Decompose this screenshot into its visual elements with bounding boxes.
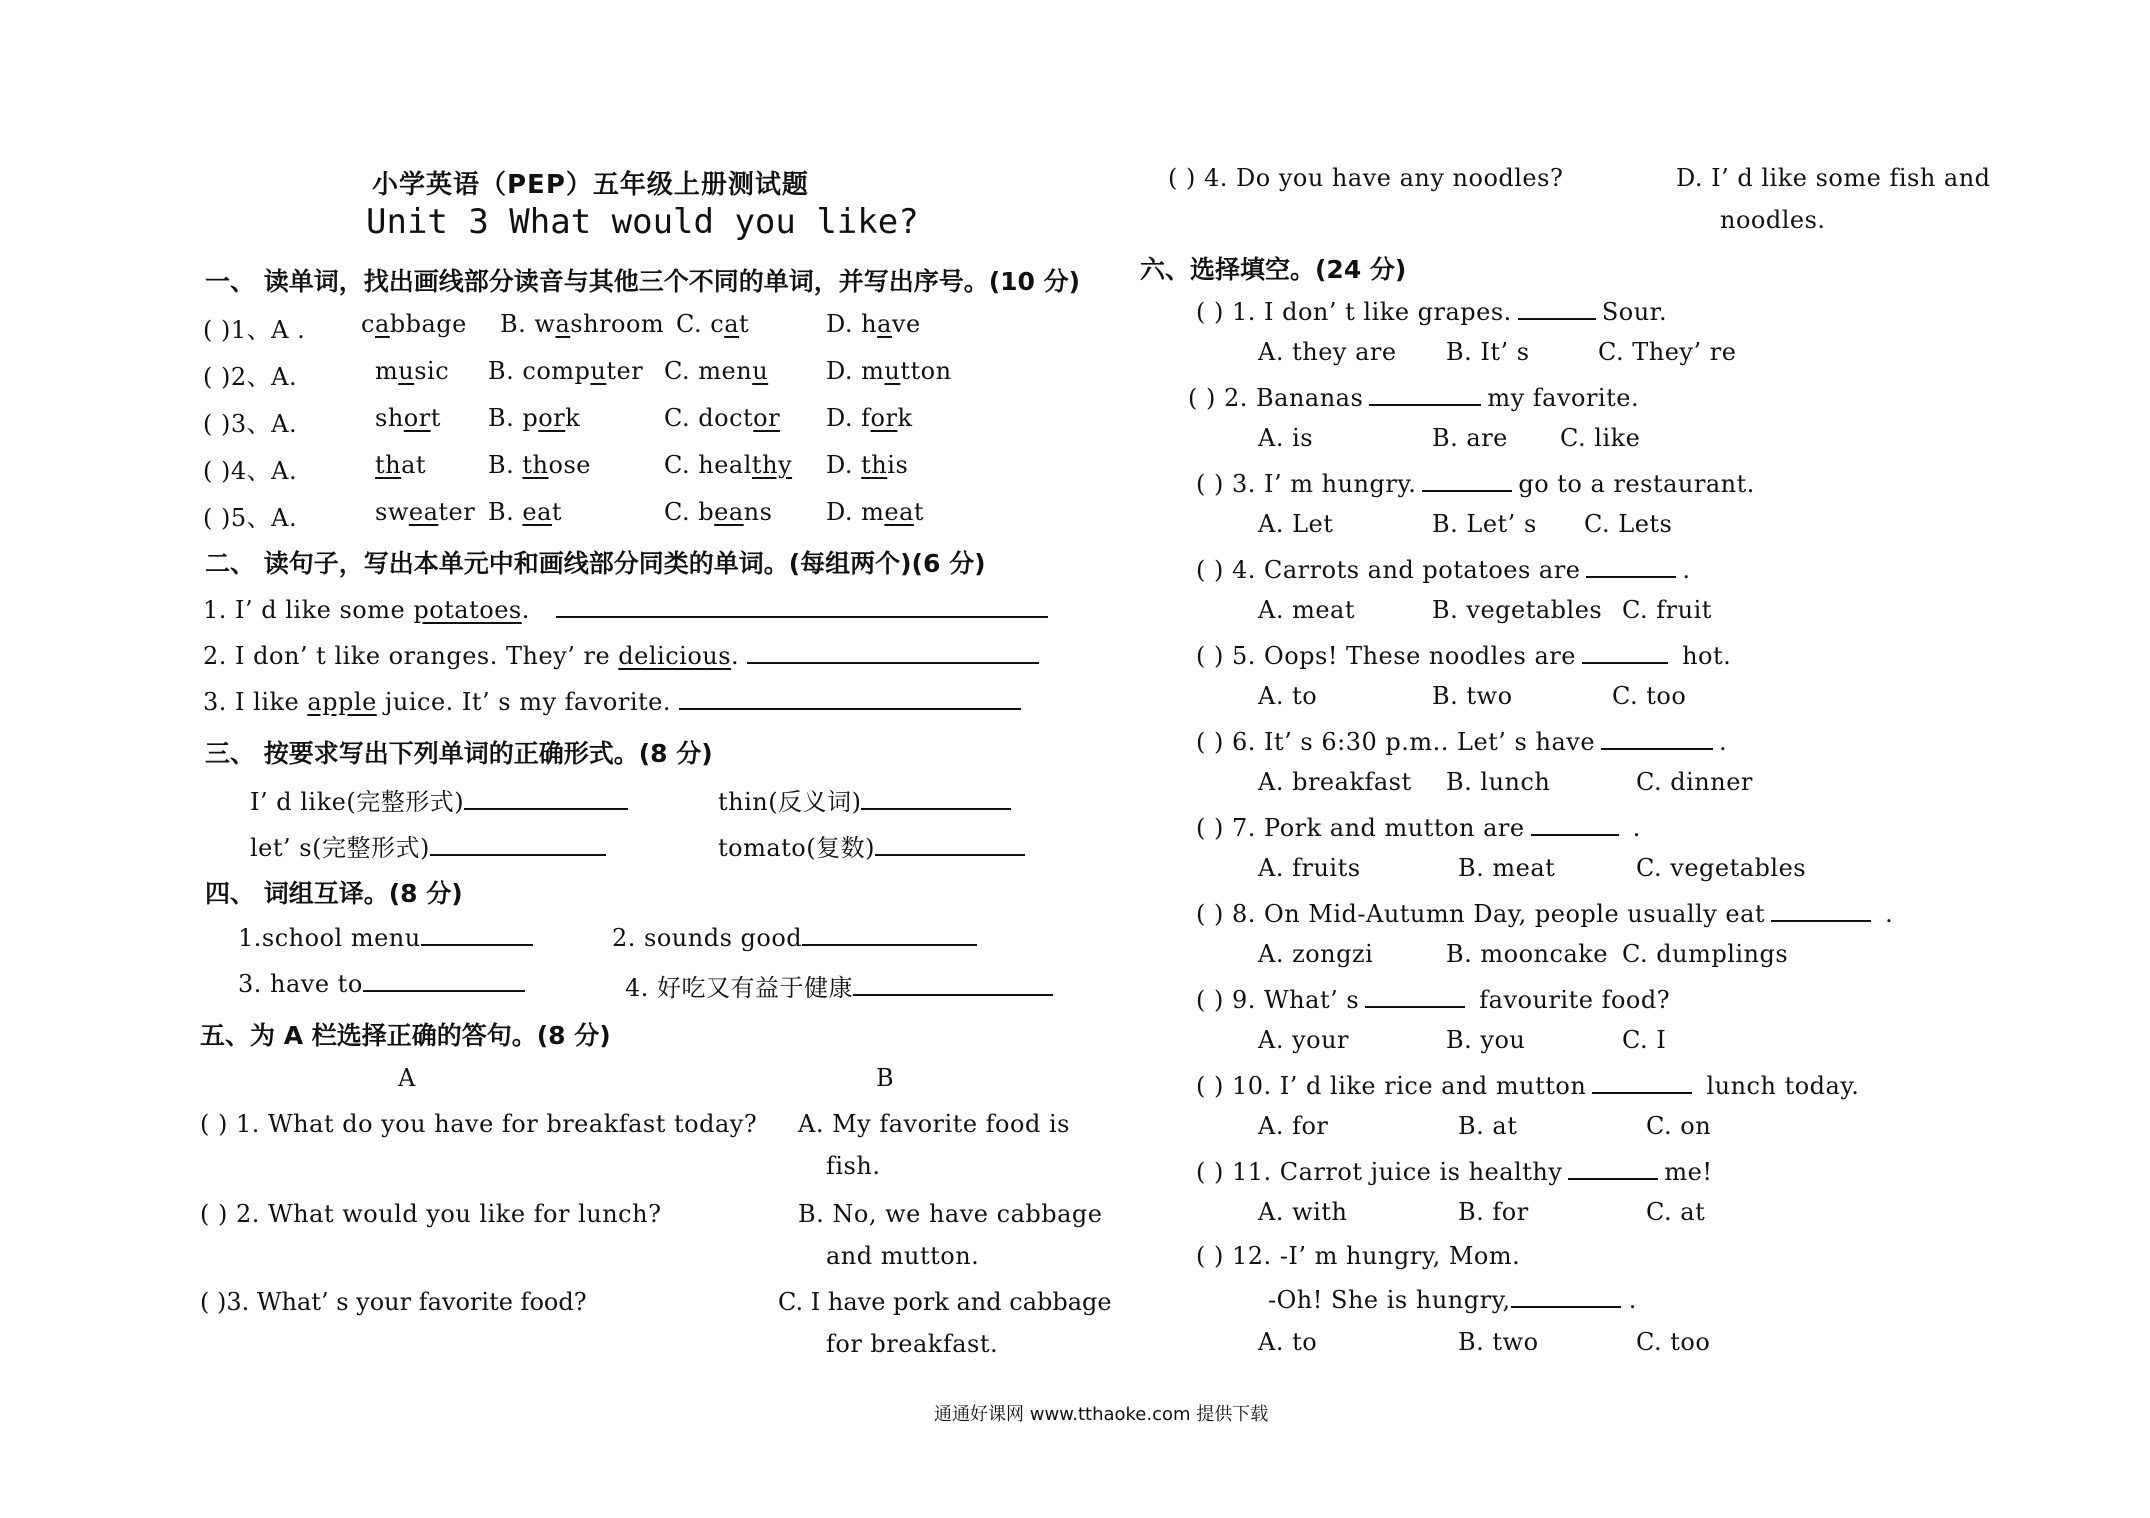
s6-option: C. dinner bbox=[1636, 768, 1753, 796]
match-answer-d-cont: noodles. bbox=[1720, 206, 1826, 234]
s2-item-2: 2. I don’ t like oranges. They’ re delicious. bbox=[203, 640, 1039, 670]
col-a-label: A bbox=[398, 1064, 416, 1092]
s6-option: B. It’ s bbox=[1446, 338, 1530, 366]
s1-option-b: B. pork bbox=[488, 404, 581, 432]
s6-option: C. dumplings bbox=[1622, 940, 1789, 968]
s6-option: B. meat bbox=[1458, 854, 1556, 882]
answer-blank[interactable] bbox=[1531, 812, 1619, 836]
s6-option: A. with bbox=[1258, 1198, 1348, 1226]
s6-option: A. fruits bbox=[1258, 854, 1361, 882]
s6-option: C. like bbox=[1560, 424, 1641, 452]
s6-option: C. I bbox=[1622, 1026, 1667, 1054]
s6-option: B. you bbox=[1446, 1026, 1526, 1054]
s6-option: A. meat bbox=[1258, 596, 1356, 624]
s1-option-c: C. doctor bbox=[664, 404, 781, 432]
match-answer-c-cont: for breakfast. bbox=[826, 1330, 999, 1358]
s1-option-d: D. mutton bbox=[826, 357, 952, 385]
s6-option: A. is bbox=[1258, 424, 1314, 452]
answer-blank[interactable] bbox=[1422, 468, 1512, 492]
s6-question: ( ) 8. On Mid-Autumn Day, people usually eat . bbox=[1196, 900, 1894, 928]
s1-option-a: short bbox=[375, 404, 441, 432]
answer-blank[interactable] bbox=[679, 686, 1021, 710]
s4-item-1: 1.school menu bbox=[238, 922, 533, 952]
underlined-part: or bbox=[403, 404, 431, 432]
s1-option-c: C. healthy bbox=[664, 451, 793, 479]
match-question-2: ( ) 2. What would you like for lunch? bbox=[200, 1200, 662, 1228]
s6-question: ( ) 5. Oops! These noodles are hot. bbox=[1196, 642, 1732, 670]
answer-blank[interactable] bbox=[861, 786, 1011, 810]
s6-question: ( ) 2. Bananas my favorite. bbox=[1188, 384, 1640, 412]
answer-blank[interactable] bbox=[430, 832, 606, 856]
s6-option: C. too bbox=[1636, 1328, 1711, 1356]
underlined-part: thy bbox=[751, 451, 793, 479]
s6-option: A. your bbox=[1258, 1026, 1350, 1054]
underlined-part: a bbox=[374, 310, 390, 338]
s6-option: A. zongzi bbox=[1258, 940, 1374, 968]
match-question-3: ( )3. What’ s your favorite food? bbox=[200, 1288, 587, 1316]
s3-item-4: tomato(复数) bbox=[718, 828, 1025, 863]
s6-option: A. Let bbox=[1258, 510, 1334, 538]
s1-row-prefix: ( )5、A. bbox=[203, 504, 298, 532]
section-6-heading: 六、选择填空。(24 分) bbox=[1140, 255, 1407, 284]
answer-blank[interactable] bbox=[1582, 640, 1668, 664]
match-answer-a: A. My favorite food is bbox=[798, 1110, 1070, 1138]
s1-option-b: B. those bbox=[488, 451, 591, 479]
s1-option-c: C. beans bbox=[664, 498, 773, 526]
answer-blank[interactable] bbox=[1771, 898, 1871, 922]
answer-blank[interactable] bbox=[1601, 726, 1713, 750]
underlined-part: ea bbox=[714, 498, 744, 526]
s6-question: ( ) 7. Pork and mutton are . bbox=[1196, 814, 1641, 842]
s1-option-c: C. menu bbox=[664, 357, 769, 385]
underlined-part: a bbox=[555, 310, 571, 338]
s6-option: C. on bbox=[1646, 1112, 1712, 1140]
s6-option: B. Let’ s bbox=[1432, 510, 1537, 538]
s1-row-prefix: ( )3、A. bbox=[203, 410, 298, 438]
s3-item-2: thin(反义词) bbox=[718, 782, 1011, 817]
s1-row-prefix: ( )2、A. bbox=[203, 363, 298, 391]
s6-option: B. vegetables bbox=[1432, 596, 1603, 624]
underlined-part: u bbox=[590, 357, 607, 385]
s6-option: C. They’ re bbox=[1598, 338, 1737, 366]
answer-blank[interactable] bbox=[1511, 1284, 1621, 1308]
s6-option: B. two bbox=[1432, 682, 1513, 710]
s6-q12-line2: -Oh! She is hungry, . bbox=[1268, 1286, 1637, 1314]
s1-option-d: D. this bbox=[826, 451, 909, 479]
s1-option-b: B. computer bbox=[488, 357, 644, 385]
s4-item-3: 3. have to bbox=[238, 968, 525, 998]
s6-question: ( ) 11. Carrot juice is healthy me! bbox=[1196, 1158, 1713, 1186]
section-1-heading: 一、 读单词，找出画线部分读音与其他三个不同的单词，并写出序号。(10 分) bbox=[205, 267, 1081, 296]
answer-blank[interactable] bbox=[363, 968, 525, 992]
match-question-4: ( ) 4. Do you have any noodles? bbox=[1168, 164, 1564, 192]
match-answer-b-cont: and mutton. bbox=[826, 1242, 980, 1270]
col-b-label: B bbox=[876, 1064, 895, 1092]
underlined-part: or bbox=[753, 404, 781, 432]
match-answer-c: C. I have pork and cabbage bbox=[778, 1288, 1112, 1316]
s6-question: ( ) 10. I’ d like rice and mutton lunch today. bbox=[1196, 1072, 1860, 1100]
page-subtitle: Unit 3 What would you like? bbox=[366, 202, 919, 242]
answer-blank[interactable] bbox=[421, 922, 533, 946]
s6-option: C. fruit bbox=[1622, 596, 1712, 624]
section-5-heading: 五、为 A 栏选择正确的答句。(8 分) bbox=[200, 1021, 611, 1050]
answer-blank[interactable] bbox=[875, 832, 1025, 856]
match-question-1: ( ) 1. What do you have for breakfast today? bbox=[200, 1110, 758, 1138]
s6-option: B. mooncake bbox=[1446, 940, 1609, 968]
s1-row-prefix: ( )4、A. bbox=[203, 457, 298, 485]
s2-item-1: 1. I’ d like some potatoes. bbox=[203, 594, 1048, 624]
match-answer-b: B. No, we have cabbage bbox=[798, 1200, 1103, 1228]
s3-item-3: let’ s(完整形式) bbox=[250, 828, 606, 863]
match-answer-a-cont: fish. bbox=[826, 1152, 881, 1180]
answer-blank[interactable] bbox=[1568, 1156, 1658, 1180]
s1-option-a: cabbage bbox=[361, 310, 467, 338]
underlined-part: or bbox=[538, 404, 566, 432]
underlined-part: th bbox=[375, 451, 402, 479]
s6-question: ( ) 1. I don’ t like grapes. Sour. bbox=[1196, 298, 1668, 326]
underlined-part: ea bbox=[884, 498, 914, 526]
s1-option-b: B. eat bbox=[488, 498, 563, 526]
underlined-part: a bbox=[877, 310, 892, 338]
s6-option: C. vegetables bbox=[1636, 854, 1807, 882]
answer-blank[interactable] bbox=[1592, 1070, 1692, 1094]
s1-option-d: D. meat bbox=[826, 498, 925, 526]
s6-option: A. they are bbox=[1258, 338, 1397, 366]
s6-option: C. too bbox=[1612, 682, 1687, 710]
answer-blank[interactable] bbox=[1518, 296, 1596, 320]
s6-option: B. are bbox=[1432, 424, 1508, 452]
s6-option: C. at bbox=[1646, 1198, 1706, 1226]
s1-option-b: B. washroom bbox=[500, 310, 665, 338]
underlined-part: or bbox=[870, 404, 898, 432]
underlined-part: a bbox=[724, 310, 740, 338]
s6-question: ( ) 9. What’ s favourite food? bbox=[1196, 986, 1671, 1014]
answer-blank[interactable] bbox=[1586, 554, 1676, 578]
s6-question: ( ) 4. Carrots and potatoes are . bbox=[1196, 556, 1691, 584]
s6-option: C. Lets bbox=[1584, 510, 1673, 538]
s1-option-c: C. cat bbox=[676, 310, 750, 338]
s6-option: B. lunch bbox=[1446, 768, 1551, 796]
section-3-heading: 三、 按要求写出下列单词的正确形式。(8 分) bbox=[205, 739, 713, 768]
section-4-heading: 四、 词组互译。(8 分) bbox=[205, 879, 463, 908]
s1-option-d: D. fork bbox=[826, 404, 913, 432]
underlined-part: th bbox=[861, 451, 888, 479]
answer-blank[interactable] bbox=[556, 594, 1048, 618]
s1-option-a: sweater bbox=[375, 498, 476, 526]
s6-option: A. breakfast bbox=[1258, 768, 1412, 796]
s6-option: A. to bbox=[1258, 682, 1318, 710]
s6-question: ( ) 12. -I’ m hungry, Mom. bbox=[1196, 1242, 1521, 1270]
answer-blank[interactable] bbox=[853, 972, 1053, 996]
footer-credit: 通通好课网 www.tthaoke.com 提供下载 bbox=[934, 1404, 1269, 1425]
answer-blank[interactable] bbox=[464, 786, 628, 810]
s6-option: A. for bbox=[1258, 1112, 1329, 1140]
page-title: 小学英语（PEP）五年级上册测试题 bbox=[372, 170, 809, 200]
answer-blank[interactable] bbox=[802, 922, 977, 946]
answer-blank[interactable] bbox=[747, 640, 1039, 664]
underlined-part: ea bbox=[522, 498, 552, 526]
s2-item-3: 3. I like apple juice. It’ s my favorite. bbox=[203, 686, 1021, 716]
s6-option: B. at bbox=[1458, 1112, 1518, 1140]
match-answer-d: D. I’ d like some fish and bbox=[1676, 164, 1991, 192]
s6-option: B. for bbox=[1458, 1198, 1529, 1226]
section-2-heading: 二、 读句子，写出本单元中和画线部分同类的单词。(每组两个)(6 分) bbox=[205, 549, 986, 578]
s6-option: B. two bbox=[1458, 1328, 1539, 1356]
answer-blank[interactable] bbox=[1369, 382, 1481, 406]
s1-option-a: that bbox=[375, 451, 427, 479]
s6-question: ( ) 6. It’ s 6:30 p.m.. Let’ s have . bbox=[1196, 728, 1728, 756]
underlined-part: u bbox=[884, 357, 901, 385]
s6-question: ( ) 3. I’ m hungry. go to a restaurant. bbox=[1196, 470, 1755, 498]
s3-item-1: I’ d like(完整形式) bbox=[250, 782, 628, 817]
s1-row-prefix: ( )1、A . bbox=[203, 316, 306, 344]
underlined-part: u bbox=[398, 357, 415, 385]
underlined-part: th bbox=[522, 451, 549, 479]
underlined-part: u bbox=[752, 357, 769, 385]
s1-option-d: D. have bbox=[826, 310, 921, 338]
s4-item-2: 2. sounds good bbox=[612, 922, 977, 952]
s1-option-a: music bbox=[375, 357, 450, 385]
underlined-part: ea bbox=[408, 498, 439, 526]
s4-item-4: 4. 好吃又有益于健康 bbox=[625, 968, 1053, 1003]
answer-blank[interactable] bbox=[1365, 984, 1465, 1008]
s6-option: A. to bbox=[1258, 1328, 1318, 1356]
